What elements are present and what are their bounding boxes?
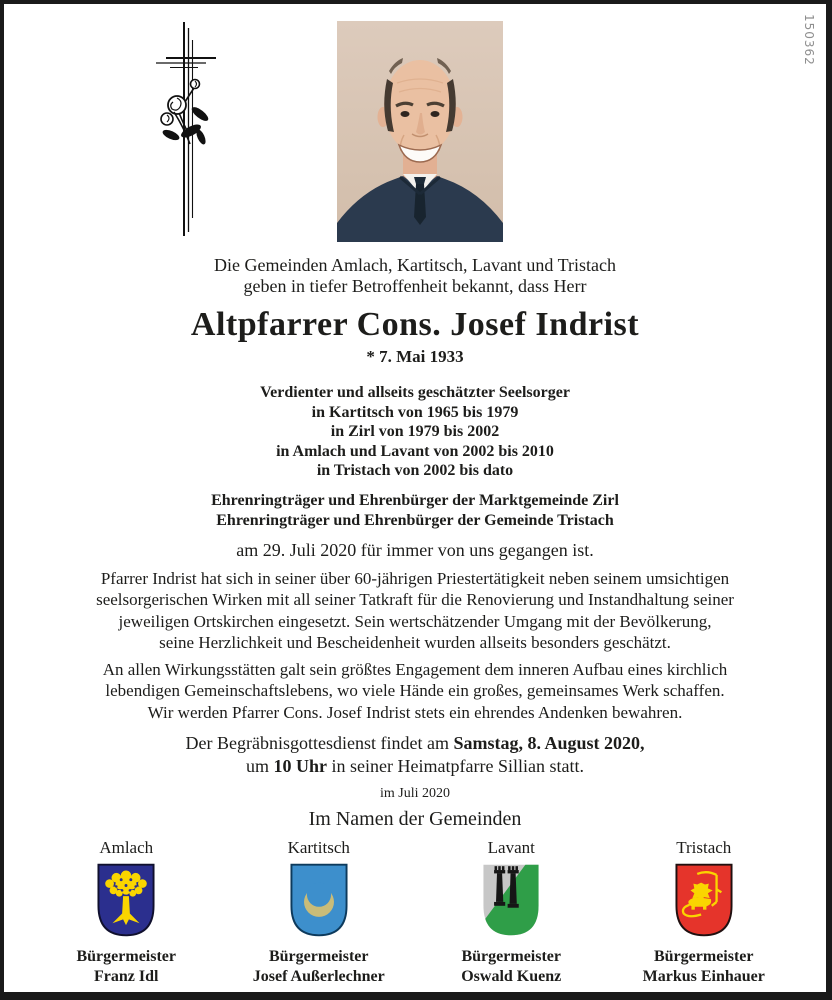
birth-date: * 7. Mai 1933 [366,347,464,366]
mayor-name: Markus Einhauer [642,968,765,985]
paragraph-line: Wir werden Pfarrer Cons. Josef Indrist stets ein ehrendes Andenken bewahren. [147,702,683,722]
municipality-amlach [30,838,223,987]
mayor-title: Bürgermeister [268,948,369,965]
mayor-name: Franz Idl [94,968,159,985]
amlach-coat-of-arms-icon [97,863,155,937]
honors-line: Ehrenringträger und Ehrenbürger der Marktgemeinde Zirl [211,491,619,509]
paragraph-line: lebendigen Gemeinschaftslebens, wo viele Hände ein großes, gemeinsames Werk schaffen. [105,681,725,700]
lavant-coat-of-arms-icon [482,863,540,937]
mayor-title: Bürgermeister [76,948,176,965]
date-note: im Juli 2020 [379,786,450,801]
funeral-time: 10 Uhr [273,756,328,776]
mayor-block [223,947,416,987]
service-line: in Amlach und Lavant von 2002 bis 2010 [276,442,554,460]
municipality-tristach [608,838,801,987]
service-line: in Zirl von 1979 bis 2002 [330,423,500,440]
municipality-lavant [415,838,608,987]
funeral-text: um [246,756,274,776]
service-line: in Kartitsch von 1965 bis 1979 [311,403,519,421]
intro-line-2: geben in tiefer Betroffenheit bekannt, dass Herr [243,276,587,296]
municipality-name: Kartitsch [287,838,350,857]
death-line: am 29. Juli 2020 für immer von uns gegangen ist. [236,539,594,560]
service-record [4,383,826,481]
obituary-paragraph-2 [4,659,826,724]
mayor-name: Josef Außerlechner [252,968,385,985]
mayor-block [608,947,801,987]
funeral-text: in seiner Heimatpfarre Sillian statt. [327,756,584,776]
honors-line: Ehrenringträger und Ehrenbürger der Gemeinde Tristach [216,511,614,529]
mayor-title: Bürgermeister [653,948,754,965]
portrait-photo [337,21,503,242]
funeral-text: Der Begräbnisgottesdienst findet am [185,733,454,753]
funeral-line-1 [4,732,826,755]
obituary-paragraph-1 [4,568,826,654]
service-line: Verdienter und allseits geschätzter Seelsorger [260,384,570,401]
kartitsch-coat-of-arms-icon [290,863,348,937]
municipality-name: Amlach [99,838,154,857]
in-name-of-line: Im Namen der Gemeinden [308,808,522,830]
intro-line-1: Die Gemeinden Amlach, Kartitsch, Lavant und Tristach [214,255,616,275]
mayor-block [30,947,223,987]
deceased-name: Altpfarrer Cons. Josef Indrist [190,306,640,343]
mayor-name: Oswald Kuenz [461,968,562,985]
mayor-block [415,947,608,987]
paragraph-line: seelsorgerischen Wirken mit all seiner Tatkraft für die Renovierung und Instandhaltung seiner [96,590,734,609]
municipality-name: Tristach [676,838,732,857]
paragraph-line: seine Herzlichkeit und Bescheidenheit wurden allseits besonders geschätzt. [159,633,671,652]
paragraph-line: Pfarrer Indrist hat sich in seiner über 60-jährigen Priestertätigkeit neben seinem umsichtigen [100,568,730,588]
municipality-name: Lavant [487,838,535,857]
cross-rose-icon [154,18,222,240]
funeral-announcement [4,732,826,778]
funeral-line-2 [4,755,826,778]
notice-id-number: 150362 [802,14,816,66]
municipalities-row [4,838,826,987]
honors [4,491,826,531]
tristach-coat-of-arms-icon [675,863,733,937]
municipality-kartitsch [223,838,416,987]
funeral-date: Samstag, 8. August 2020, [453,733,645,753]
mayor-title: Bürgermeister [461,948,561,965]
service-line: in Tristach von 2002 bis dato [316,462,514,479]
paragraph-line: jeweiligen Ortskirchen eingesetzt. Sein wertschätzender Umgang mit der Bevölkerung, [118,611,712,631]
paragraph-line: An allen Wirkungsstätten galt sein größtes Engagement dem inneren Aufbau eines kirchlich [102,659,728,679]
